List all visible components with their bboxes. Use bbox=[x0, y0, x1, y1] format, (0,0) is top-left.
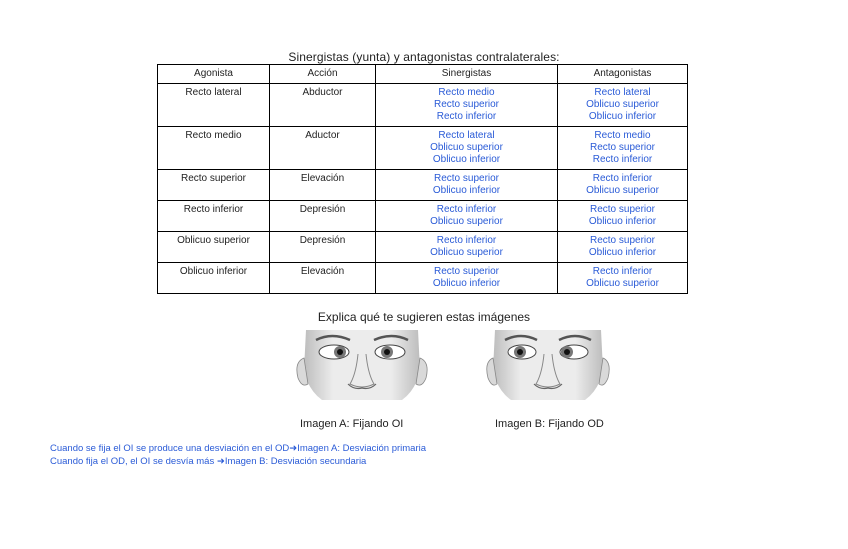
antagonistas-item: Oblicuo inferior bbox=[588, 111, 657, 122]
accion-cell: Elevación bbox=[270, 263, 376, 294]
antagonistas-item: Recto medio bbox=[594, 130, 651, 141]
agonista-cell: Recto lateral bbox=[158, 84, 270, 127]
antagonistas-item: Oblicuo superior bbox=[586, 185, 659, 196]
antagonistas-cell bbox=[558, 170, 688, 201]
antagonistas-item: Recto superior bbox=[589, 235, 656, 246]
antagonistas-item: Recto inferior bbox=[592, 154, 653, 165]
sinergistas-cell bbox=[376, 201, 558, 232]
sinergistas-item: Oblicuo inferior bbox=[432, 154, 501, 165]
accion-cell: Depresión bbox=[270, 201, 376, 232]
sinergistas-cell bbox=[376, 84, 558, 127]
agonista-cell: Recto inferior bbox=[158, 201, 270, 232]
agonista-cell: Recto superior bbox=[158, 170, 270, 201]
antagonistas-cell bbox=[558, 232, 688, 263]
table-row bbox=[158, 170, 688, 201]
antagonistas-cell bbox=[558, 127, 688, 170]
note-secondary-deviation: Cuando fija el OD, el OI se desvía más ➜Imagen B: Desviación secundaria bbox=[50, 456, 367, 467]
sinergistas-item: Recto medio bbox=[438, 87, 495, 98]
agonista-cell: Recto medio bbox=[158, 127, 270, 170]
sinergistas-cell bbox=[376, 127, 558, 170]
face-image-b bbox=[483, 330, 613, 400]
antagonistas-item: Recto inferior bbox=[592, 266, 653, 277]
header-sinergistas: Sinergistas bbox=[376, 65, 558, 84]
sinergistas-item: Oblicuo superior bbox=[430, 216, 503, 227]
image-a-caption: Imagen A: Fijando OI bbox=[300, 418, 404, 430]
sinergistas-item: Recto lateral bbox=[438, 130, 495, 141]
sinergistas-item: Oblicuo superior bbox=[430, 247, 503, 258]
page-title: Sinergistas (yunta) y antagonistas contralaterales: bbox=[288, 50, 560, 64]
antagonistas-item: Recto inferior bbox=[592, 173, 653, 184]
table-header-row bbox=[158, 65, 688, 84]
table-row bbox=[158, 84, 688, 127]
antagonistas-cell bbox=[558, 201, 688, 232]
sinergistas-cell bbox=[376, 263, 558, 294]
agonista-cell: Oblicuo inferior bbox=[158, 263, 270, 294]
accion-cell: Depresión bbox=[270, 232, 376, 263]
antagonistas-item: Recto lateral bbox=[594, 87, 651, 98]
antagonistas-cell bbox=[558, 263, 688, 294]
note-primary-deviation: Cuando se fija el OI se produce una desviación en el OD➜Imagen A: Desviación primaria bbox=[50, 443, 427, 454]
accion-cell: Abductor bbox=[270, 84, 376, 127]
image-b-caption: Imagen B: Fijando OD bbox=[495, 418, 604, 430]
antagonistas-item: Recto superior bbox=[589, 204, 656, 215]
header-accion: Acción bbox=[270, 65, 376, 84]
face-a-illustration bbox=[292, 330, 432, 400]
sinergistas-item: Oblicuo superior bbox=[430, 142, 503, 153]
images-subtitle: Explica qué te sugieren estas imágenes bbox=[317, 310, 531, 324]
table-row bbox=[158, 232, 688, 263]
agonista-cell: Oblicuo superior bbox=[158, 232, 270, 263]
sinergistas-cell bbox=[376, 232, 558, 263]
sinergistas-cell bbox=[376, 170, 558, 201]
antagonistas-item: Recto superior bbox=[589, 142, 656, 153]
face-b-illustration bbox=[483, 330, 613, 400]
table-row bbox=[158, 263, 688, 294]
antagonistas-item: Oblicuo superior bbox=[586, 278, 659, 289]
sinergistas-item: Oblicuo inferior bbox=[432, 278, 501, 289]
header-antagonistas: Antagonistas bbox=[558, 65, 688, 84]
face-image-a bbox=[292, 330, 432, 400]
antagonistas-cell bbox=[558, 84, 688, 127]
antagonistas-item: Oblicuo superior bbox=[586, 99, 659, 110]
sinergistas-item: Recto inferior bbox=[436, 111, 497, 122]
header-agonista: Agonista bbox=[158, 65, 270, 84]
sinergistas-item: Recto superior bbox=[433, 266, 500, 277]
antagonistas-item: Oblicuo inferior bbox=[588, 216, 657, 227]
sinergistas-item: Recto superior bbox=[433, 173, 500, 184]
accion-cell: Elevación bbox=[270, 170, 376, 201]
sinergistas-item: Oblicuo inferior bbox=[432, 185, 501, 196]
sinergistas-item: Recto inferior bbox=[436, 204, 497, 215]
sinergistas-item: Recto superior bbox=[433, 99, 500, 110]
muscles-table bbox=[157, 64, 688, 294]
accion-cell: Aductor bbox=[270, 127, 376, 170]
table-row bbox=[158, 127, 688, 170]
table-row bbox=[158, 201, 688, 232]
sinergistas-item: Recto inferior bbox=[436, 235, 497, 246]
antagonistas-item: Oblicuo inferior bbox=[588, 247, 657, 258]
